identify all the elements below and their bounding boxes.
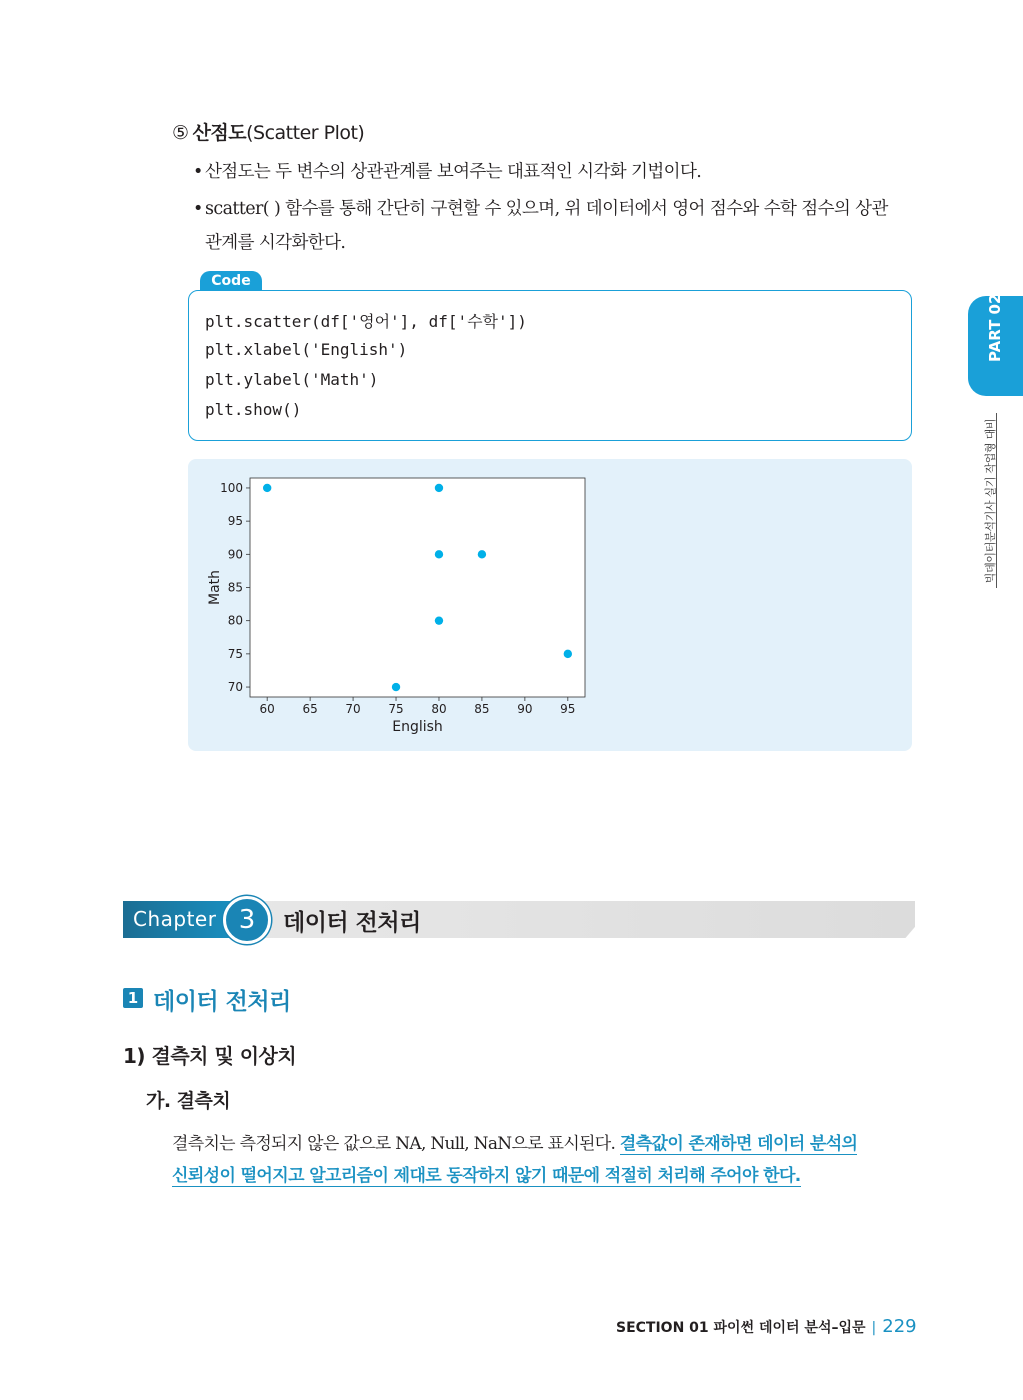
scatter-chart [188,459,912,751]
code-line: plt.ylabel('Math') [205,370,379,389]
x-tick-label: 70 [345,702,361,716]
x-tick-label: 65 [302,702,318,716]
section-title-rest: (Scatter Plot) [246,122,365,144]
bullet-item [193,195,888,220]
x-axis-label: English [392,719,443,735]
paragraph-highlight: 신뢰성이 떨어지고 알고리즘이 제대로 동작하지 않기 때문에 적절히 처리해 주어야 한다. [172,1166,801,1186]
section-heading [172,118,364,145]
y-tick-label: 80 [227,613,243,628]
chapter-word: Chapter [133,907,217,931]
bullet-dot: • [193,162,203,182]
y-tick-label: 85 [227,580,243,595]
y-tick-label: 95 [227,514,243,529]
plot-area [250,478,585,697]
paragraph-line [172,1161,801,1186]
heading2-title: 1) 결측치 및 이상치 [123,1044,297,1068]
heading1-title: 데이터 전처리 [153,989,291,1015]
bullet-text: 산점도는 두 변수의 상관관계를 보여주는 대표적인 시각화 기법이다. [205,162,702,182]
bullet-item [193,158,701,183]
footer-separator: | [871,1320,877,1336]
page-footer [616,1316,917,1337]
scatter-point [564,650,572,658]
x-tick-label: 95 [560,702,576,716]
scatter-point [263,484,271,492]
y-tick-label: 100 [220,480,243,495]
code-line: plt.show() [205,400,302,419]
heading3-title: 가. 결측치 [146,1090,231,1112]
part-label: PART 02 [986,293,1004,362]
scatter-point [435,484,443,492]
section-title-bold: 산점도 [192,122,247,144]
y-tick-label: 75 [227,646,243,661]
footer-section: SECTION 01 파이썬 데이터 분석–입문 [616,1320,866,1336]
paragraph-line [172,1129,857,1154]
code-tab-label: Code [200,271,262,291]
chapter-title: 데이터 전처리 [283,910,421,936]
y-axis-label: Math [207,569,223,606]
page-number: 229 [882,1316,917,1337]
y-tick-label: 90 [227,547,243,562]
x-tick-label: 80 [431,702,447,716]
scatter-point [478,550,486,558]
chapter-number: 3 [223,896,271,944]
heading1-number: 1 [123,988,143,1008]
x-tick-label: 60 [259,702,275,716]
x-tick-label: 85 [474,702,490,716]
paragraph-plain: 결측치는 측정되지 않은 값으로 NA, Null, NaN으로 표시된다. [172,1134,620,1154]
scatter-point [435,550,443,558]
x-tick-label: 90 [517,702,533,716]
y-tick-label: 70 [227,680,243,695]
bullet-continuation: 관계를 시각화한다. [205,233,346,253]
x-tick-label: 75 [388,702,404,716]
bullet-dot: • [193,199,203,219]
paragraph-highlight: 결측값이 존재하면 데이터 분석의 [619,1134,858,1154]
scatter-point [435,616,443,624]
scatter-point [392,683,400,691]
code-line: plt.scatter(df['영어'], df['수학']) [205,312,527,331]
code-line: plt.xlabel('English') [205,340,408,359]
section-number: ⑤ [172,122,189,144]
book-title: 빅데이터분석기사 실기 작업형 대비 [984,418,997,584]
bullet-text: scatter( ) 함수를 통해 간단히 구현할 수 있으며, 위 데이터에서 영어 점수와 수학 점수의 상관 [205,199,888,219]
